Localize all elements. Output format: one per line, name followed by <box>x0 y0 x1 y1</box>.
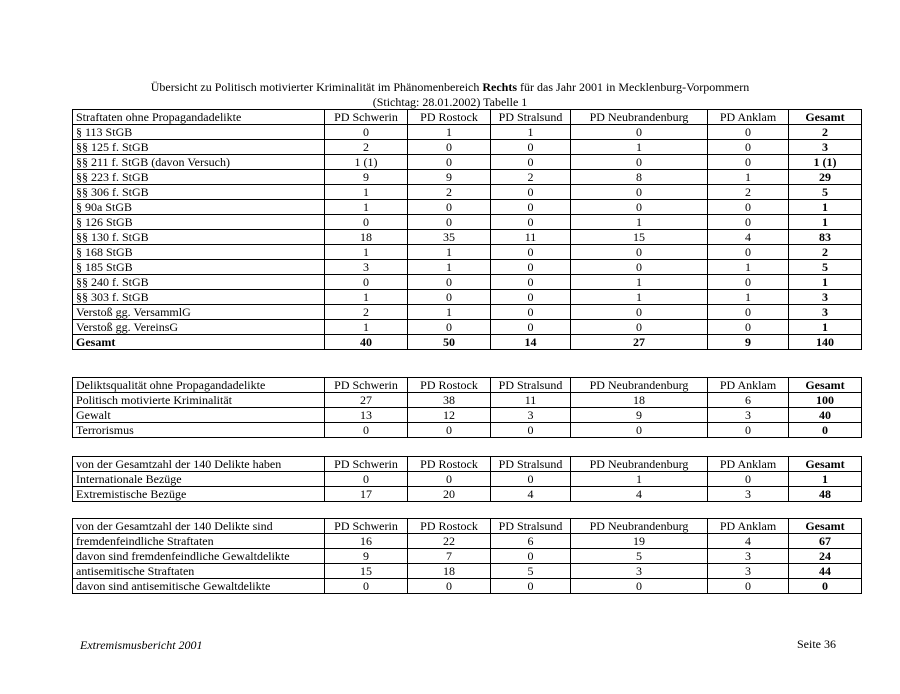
table-cell: 27 <box>325 393 408 408</box>
table-cell: 0 <box>408 290 491 305</box>
table-cell: 0 <box>571 320 708 335</box>
table-cell: 0 <box>491 290 571 305</box>
row-label: §§ 125 f. StGB <box>73 140 325 155</box>
table-header-label: von der Gesamtzahl der 140 Delikte sind <box>73 519 325 534</box>
column-header: PD Stralsund <box>491 457 571 472</box>
table-cell: 3 <box>491 408 571 423</box>
table-cell: 0 <box>408 275 491 290</box>
row-label: davon sind fremdenfeindliche Gewaltdelikte <box>73 549 325 564</box>
table-header-row <box>73 110 862 125</box>
row-total-cell: 5 <box>789 185 862 200</box>
table-row <box>73 140 862 155</box>
row-total-cell: 3 <box>789 140 862 155</box>
table-cell: 0 <box>708 155 789 170</box>
table-cell: 0 <box>325 579 408 594</box>
table-row <box>73 579 862 594</box>
table-cell: 0 <box>325 125 408 140</box>
table-cell: 2 <box>491 170 571 185</box>
row-label: Terrorismus <box>73 423 325 438</box>
table-cell: 0 <box>708 320 789 335</box>
table-cell: 5 <box>491 564 571 579</box>
title-line-1 <box>120 80 780 95</box>
row-label: § 168 StGB <box>73 245 325 260</box>
table-cell: 1 <box>325 185 408 200</box>
table-cell: 0 <box>571 305 708 320</box>
column-header: PD Rostock <box>408 519 491 534</box>
column-header: Gesamt <box>789 378 862 393</box>
table-row <box>73 290 862 305</box>
table-cell: 4 <box>491 487 571 502</box>
table-cell: 11 <box>491 393 571 408</box>
table-cell: 16 <box>325 534 408 549</box>
row-label: § 126 StGB <box>73 215 325 230</box>
table-cell: 0 <box>571 200 708 215</box>
table-row <box>73 487 862 502</box>
table-cell: 0 <box>408 155 491 170</box>
table-straftaten <box>72 109 862 350</box>
table-cell: 18 <box>408 564 491 579</box>
column-header: PD Schwerin <box>325 110 408 125</box>
row-label: Gewalt <box>73 408 325 423</box>
row-label: Extremistische Bezüge <box>73 487 325 502</box>
table-cell: 0 <box>408 579 491 594</box>
row-total-cell: 5 <box>789 260 862 275</box>
table-cell: 0 <box>708 125 789 140</box>
row-label: Verstoß gg. VersammlG <box>73 305 325 320</box>
table-cell: 0 <box>571 579 708 594</box>
row-total-cell: 100 <box>789 393 862 408</box>
table-cell: 1 <box>325 200 408 215</box>
column-header: Gesamt <box>789 519 862 534</box>
total-cell: 14 <box>491 335 571 350</box>
table-cell: 0 <box>491 260 571 275</box>
row-total-cell: 48 <box>789 487 862 502</box>
row-total-cell: 3 <box>789 305 862 320</box>
table-cell: 35 <box>408 230 491 245</box>
row-total-cell: 40 <box>789 408 862 423</box>
title-text-post: für das Jahr 2001 in Mecklenburg-Vorpommern <box>517 80 750 94</box>
table-row <box>73 305 862 320</box>
table-cell: 0 <box>408 215 491 230</box>
column-header: PD Anklam <box>708 519 789 534</box>
row-total-cell: 1 <box>789 320 862 335</box>
row-label: Verstoß gg. VereinsG <box>73 320 325 335</box>
table-cell: 0 <box>708 140 789 155</box>
row-label: § 185 StGB <box>73 260 325 275</box>
table-cell: 0 <box>325 215 408 230</box>
row-total-cell: 83 <box>789 230 862 245</box>
table-cell: 2 <box>408 185 491 200</box>
table-cell: 0 <box>491 549 571 564</box>
row-label: §§ 240 f. StGB <box>73 275 325 290</box>
row-label: Politisch motivierte Kriminalität <box>73 393 325 408</box>
table-row <box>73 260 862 275</box>
table-cell: 0 <box>491 215 571 230</box>
table-cell: 0 <box>491 155 571 170</box>
row-label: fremdenfeindliche Straftaten <box>73 534 325 549</box>
table-cell: 8 <box>571 170 708 185</box>
table-cell: 9 <box>325 549 408 564</box>
total-cell: 140 <box>789 335 862 350</box>
table-cell: 17 <box>325 487 408 502</box>
table-cell: 0 <box>708 200 789 215</box>
table-cell: 0 <box>708 275 789 290</box>
row-total-cell: 1 <box>789 472 862 487</box>
row-total-cell: 29 <box>789 170 862 185</box>
row-label: antisemitische Straftaten <box>73 564 325 579</box>
table-cell: 0 <box>491 185 571 200</box>
table-row <box>73 170 862 185</box>
table-cell: 0 <box>491 579 571 594</box>
row-total-cell: 1 (1) <box>789 155 862 170</box>
row-total-cell: 0 <box>789 579 862 594</box>
table-row <box>73 320 862 335</box>
table-row <box>73 155 862 170</box>
table-cell: 3 <box>708 564 789 579</box>
table-cell: 2 <box>325 305 408 320</box>
row-label: §§ 211 f. StGB (davon Versuch) <box>73 155 325 170</box>
table-cell: 9 <box>325 170 408 185</box>
table-row <box>73 185 862 200</box>
table-cell: 0 <box>708 245 789 260</box>
total-cell: 40 <box>325 335 408 350</box>
table-header-row <box>73 457 862 472</box>
column-header: PD Schwerin <box>325 519 408 534</box>
row-total-cell: 67 <box>789 534 862 549</box>
table-cell: 13 <box>325 408 408 423</box>
table-cell: 0 <box>491 140 571 155</box>
table-cell: 0 <box>408 200 491 215</box>
table-row <box>73 230 862 245</box>
table-cell: 0 <box>491 200 571 215</box>
table-cell: 9 <box>408 170 491 185</box>
table-cell: 0 <box>571 245 708 260</box>
row-label: Internationale Bezüge <box>73 472 325 487</box>
table-header-label: Deliktsqualität ohne Propagandadelikte <box>73 378 325 393</box>
table-row <box>73 393 862 408</box>
table-cell: 0 <box>708 305 789 320</box>
total-cell: 27 <box>571 335 708 350</box>
total-cell: 9 <box>708 335 789 350</box>
table-cell: 19 <box>571 534 708 549</box>
table-cell: 1 <box>571 290 708 305</box>
table-cell: 38 <box>408 393 491 408</box>
table-cell: 3 <box>571 564 708 579</box>
table-cell: 12 <box>408 408 491 423</box>
row-total-cell: 3 <box>789 290 862 305</box>
table-row <box>73 275 862 290</box>
table-row <box>73 408 862 423</box>
column-header: PD Neubrandenburg <box>571 457 708 472</box>
column-header: PD Stralsund <box>491 378 571 393</box>
column-header: PD Stralsund <box>491 110 571 125</box>
table-cell: 0 <box>708 579 789 594</box>
table-cell: 3 <box>708 549 789 564</box>
total-label: Gesamt <box>73 335 325 350</box>
table-cell: 0 <box>325 472 408 487</box>
table-cell: 1 <box>571 472 708 487</box>
table-cell: 0 <box>408 472 491 487</box>
row-label: §§ 130 f. StGB <box>73 230 325 245</box>
table-cell: 0 <box>571 185 708 200</box>
table-cell: 1 <box>325 245 408 260</box>
row-label: §§ 223 f. StGB <box>73 170 325 185</box>
row-total-cell: 1 <box>789 215 862 230</box>
column-header: PD Neubrandenburg <box>571 110 708 125</box>
table-cell: 0 <box>325 423 408 438</box>
table-deliktsqualitaet <box>72 377 862 438</box>
row-total-cell: 24 <box>789 549 862 564</box>
table-cell: 15 <box>571 230 708 245</box>
table-row <box>73 423 862 438</box>
table-row <box>73 215 862 230</box>
column-header: PD Anklam <box>708 457 789 472</box>
table-cell: 0 <box>491 472 571 487</box>
table-cell: 1 <box>408 125 491 140</box>
row-label: § 90a StGB <box>73 200 325 215</box>
table-cell: 0 <box>491 320 571 335</box>
table-cell: 1 <box>571 275 708 290</box>
table-cell: 0 <box>491 275 571 290</box>
row-label: §§ 303 f. StGB <box>73 290 325 305</box>
table-cell: 6 <box>491 534 571 549</box>
table-cell: 5 <box>571 549 708 564</box>
table-row <box>73 200 862 215</box>
table-cell: 0 <box>325 275 408 290</box>
total-cell: 50 <box>408 335 491 350</box>
table-row <box>73 245 862 260</box>
table-cell: 20 <box>408 487 491 502</box>
table-cell: 11 <box>491 230 571 245</box>
title-text-bold: Rechts <box>482 80 518 94</box>
table-cell: 9 <box>571 408 708 423</box>
table-cell: 1 <box>408 305 491 320</box>
table-cell: 0 <box>408 140 491 155</box>
table-row <box>73 125 862 140</box>
footer-page-number: Seite 36 <box>797 637 836 651</box>
table-cell: 0 <box>571 260 708 275</box>
table-cell: 6 <box>708 393 789 408</box>
row-total-cell: 2 <box>789 125 862 140</box>
table-row <box>73 472 862 487</box>
table-total-row <box>73 335 862 350</box>
column-header: PD Neubrandenburg <box>571 378 708 393</box>
table-header-label: von der Gesamtzahl der 140 Delikte haben <box>73 457 325 472</box>
table-cell: 1 <box>708 290 789 305</box>
footer-report-title: Extremismusbericht 2001 <box>80 638 203 652</box>
table-header-label: Straftaten ohne Propagandadelikte <box>73 110 325 125</box>
row-label: §§ 306 f. StGB <box>73 185 325 200</box>
table-cell: 1 <box>325 320 408 335</box>
column-header: PD Anklam <box>708 378 789 393</box>
table-cell: 22 <box>408 534 491 549</box>
column-header: PD Neubrandenburg <box>571 519 708 534</box>
table-cell: 2 <box>325 140 408 155</box>
table-row <box>73 534 862 549</box>
table-cell: 1 <box>491 125 571 140</box>
table-cell: 3 <box>708 408 789 423</box>
title-text-pre: Übersicht zu Politisch motivierter Kriminalität im Phänomenbereich <box>150 80 483 94</box>
table-cell: 4 <box>571 487 708 502</box>
row-total-cell: 44 <box>789 564 862 579</box>
table-cell: 1 <box>408 260 491 275</box>
table-cell: 18 <box>571 393 708 408</box>
table-cell: 1 (1) <box>325 155 408 170</box>
table-cell: 1 <box>708 260 789 275</box>
table-cell: 15 <box>325 564 408 579</box>
table-cell: 0 <box>491 245 571 260</box>
row-label: § 113 StGB <box>73 125 325 140</box>
title-line-2: (Stichtag: 28.01.2002) Tabelle 1 <box>372 95 528 109</box>
table-row <box>73 564 862 579</box>
table-header-row <box>73 519 862 534</box>
row-label: davon sind antisemitische Gewaltdelikte <box>73 579 325 594</box>
table-cell: 0 <box>708 472 789 487</box>
table-cell: 1 <box>408 245 491 260</box>
table-cell: 3 <box>325 260 408 275</box>
table-cell: 0 <box>571 125 708 140</box>
table-cell: 7 <box>408 549 491 564</box>
table-cell: 4 <box>708 534 789 549</box>
row-total-cell: 1 <box>789 200 862 215</box>
column-header: PD Schwerin <box>325 457 408 472</box>
table-fremdenfeindlich-antisemitisch <box>72 518 862 594</box>
table-cell: 2 <box>708 185 789 200</box>
table-cell: 0 <box>571 423 708 438</box>
column-header: PD Rostock <box>408 110 491 125</box>
table-cell: 0 <box>408 423 491 438</box>
table-header-row <box>73 378 862 393</box>
table-cell: 0 <box>571 155 708 170</box>
table-cell: 0 <box>491 305 571 320</box>
table-cell: 3 <box>708 487 789 502</box>
column-header: PD Anklam <box>708 110 789 125</box>
table-cell: 0 <box>708 215 789 230</box>
table-cell: 1 <box>708 170 789 185</box>
column-header: Gesamt <box>789 110 862 125</box>
table-cell: 4 <box>708 230 789 245</box>
table-bezuege <box>72 456 862 502</box>
table-cell: 0 <box>708 423 789 438</box>
column-header: PD Schwerin <box>325 378 408 393</box>
table-cell: 1 <box>571 140 708 155</box>
table-row <box>73 549 862 564</box>
row-total-cell: 0 <box>789 423 862 438</box>
document-title <box>120 80 780 110</box>
table-cell: 0 <box>491 423 571 438</box>
table-cell: 1 <box>325 290 408 305</box>
row-total-cell: 2 <box>789 245 862 260</box>
column-header: PD Stralsund <box>491 519 571 534</box>
table-cell: 0 <box>408 320 491 335</box>
row-total-cell: 1 <box>789 275 862 290</box>
column-header: PD Rostock <box>408 457 491 472</box>
column-header: Gesamt <box>789 457 862 472</box>
column-header: PD Rostock <box>408 378 491 393</box>
table-cell: 18 <box>325 230 408 245</box>
table-cell: 1 <box>571 215 708 230</box>
